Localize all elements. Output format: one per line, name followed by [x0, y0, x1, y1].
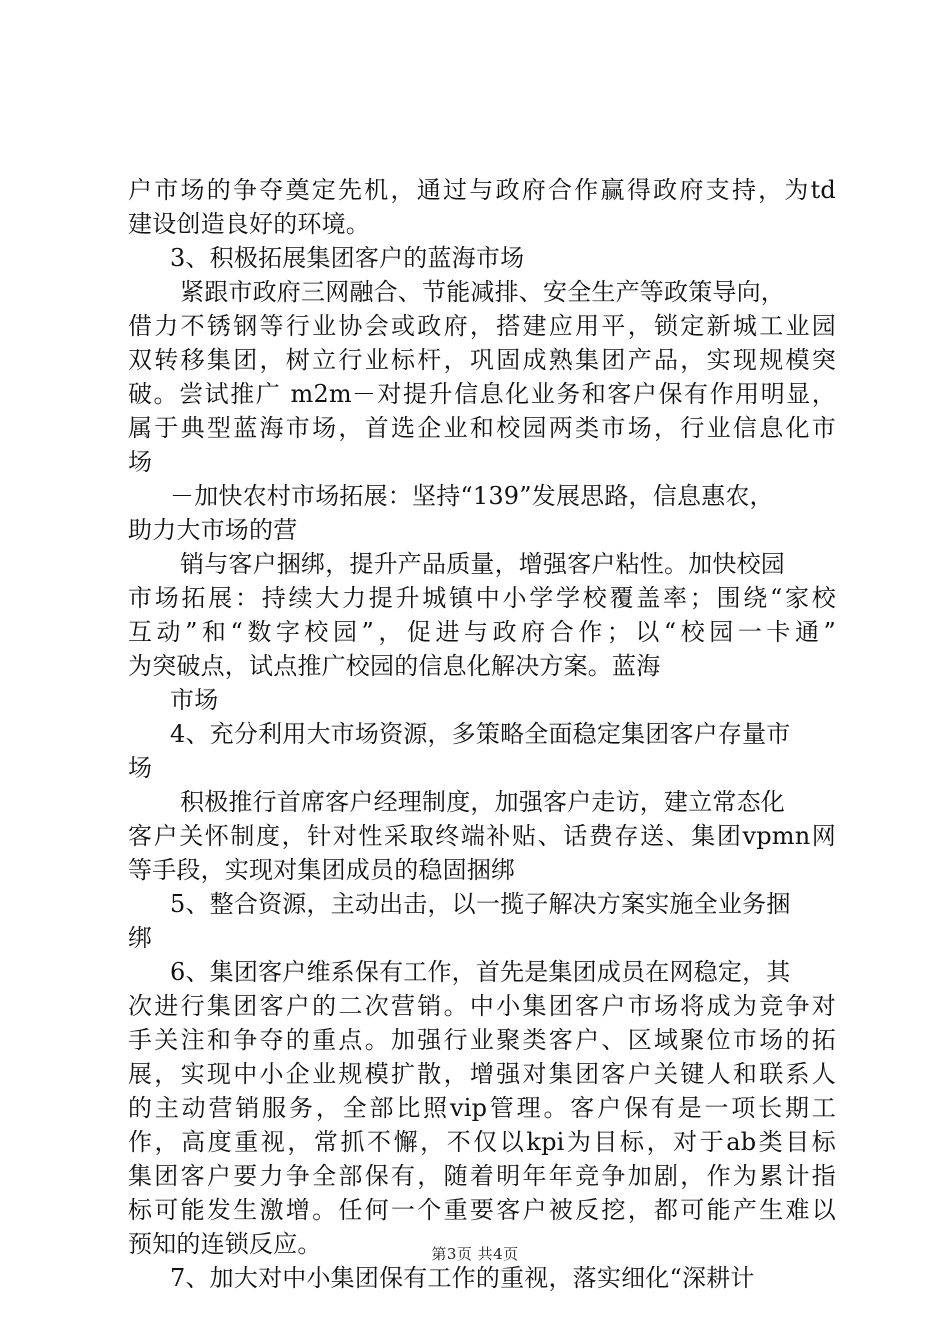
text-line: 紧跟市政府三网融合、节能减排、安全生产等政策导向，: [180, 278, 785, 306]
section-heading-3: 3、积极拓展集团客户的蓝海市场: [170, 244, 525, 272]
text-line: 绑: [128, 924, 153, 952]
text-line: 互动”和“数字校园”，促进与政府合作；以“校园一卡通”: [128, 618, 836, 646]
text-line: 客户关怀制度，针对性采取终端补贴、话费存送、集团vpmn网: [128, 822, 836, 850]
section-heading-4: 4、充分利用大市场资源，多策略全面稳定集团客户存量市: [170, 720, 791, 748]
document-body: [128, 173, 836, 1295]
text-line: 次进行集团客户的二次营销。中小集团客户市场将成为竞争对: [128, 992, 836, 1020]
text-line: 手关注和争夺的重点。加强行业聚类客户、区域聚位市场的拓: [128, 1026, 836, 1054]
text-line: 为突破点，试点推广校园的信息化解决方案。蓝海: [128, 652, 661, 680]
text-line: 标可能发生激增。任何一个重要客户被反挖，都可能产生难以: [128, 1196, 836, 1224]
text-line: 市场: [170, 686, 219, 714]
text-line: 等手段，实现对集团成员的稳固捆绑: [128, 856, 516, 884]
text-line: 集团客户要力争全部保有，随着明年年竞争加剧，作为累计指: [128, 1162, 836, 1190]
text-line: 预知的连锁反应。: [128, 1230, 322, 1258]
text-line: 积极推行首席客户经理制度，加强客户走访，建立常态化: [180, 788, 785, 816]
text-line: 建设创造良好的环境。: [128, 210, 370, 238]
text-line: 双转移集团，树立行业标杆，巩固成熟集团产品，实现规模突: [128, 346, 836, 374]
section-heading-7: 7、加大对中小集团保有工作的重视，落实细化“深耕计: [170, 1264, 755, 1292]
text-line: 作，高度重视，常抓不懈，不仅以kpi为目标，对于ab类目标: [128, 1128, 836, 1156]
text-line: 户市场的争夺奠定先机，通过与政府合作赢得政府支持，为td: [128, 176, 836, 204]
text-line: 破。尝试推广 m2m－对提升信息化业务和客户保有作用明显，: [128, 380, 836, 408]
text-line: 助力大市场的营: [128, 516, 298, 544]
text-line: 销与客户捆绑，提升产品质量，增强客户粘性。加快校园: [180, 550, 785, 578]
section-heading-5: 5、整合资源，主动出击，以一揽子解决方案实施全业务捆: [170, 890, 791, 918]
text-line: 场: [128, 754, 153, 782]
text-line: 市场拓展：持续大力提升城镇中小学学校覆盖率；围绕“家校: [128, 584, 836, 612]
text-line: 属于典型蓝海市场，首选企业和校园两类市场，行业信息化市: [128, 414, 836, 442]
text-line: 借力不锈钢等行业协会或政府，搭建应用平，锁定新城工业园: [128, 312, 836, 340]
section-heading-6: 6、集团客户维系保有工作，首先是集团成员在网稳定，其: [170, 958, 791, 986]
text-line: 的主动营销服务，全部比照vip管理。客户保有是一项长期工: [128, 1094, 836, 1122]
text-line: －加快农村市场拓展：坚持“139”发展思路，信息惠农，: [170, 482, 774, 510]
text-line: 展，实现中小企业规模扩散，增强对集团客户关键人和联系人: [128, 1060, 836, 1088]
text-line: 场: [128, 448, 153, 476]
page-number-footer: 第3页 共4页: [431, 1245, 519, 1263]
